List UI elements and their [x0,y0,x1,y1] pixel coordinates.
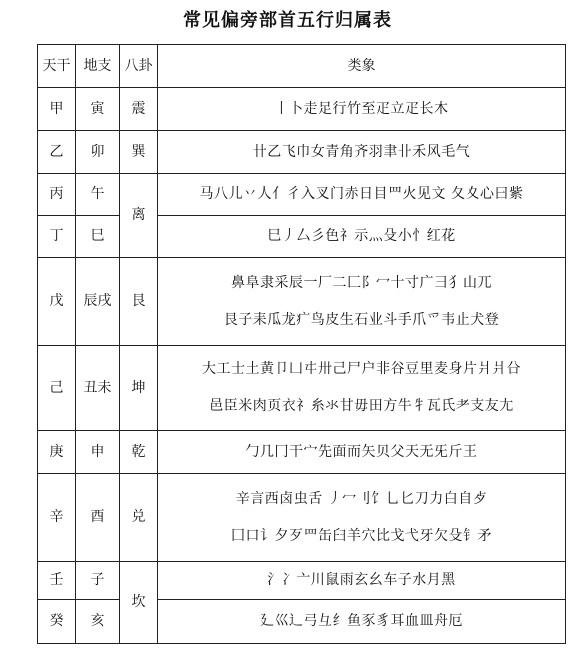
tiangan-cell: 庚 [38,431,76,474]
table-row [38,562,566,600]
radicals-cell [158,88,566,131]
radicals-line: 艮子耒瓜龙疒鸟皮生石业斗手爪爫韦止犬登 [223,311,500,328]
bagua-cell: 离 [120,174,158,258]
bagua-cell: 乾 [120,431,158,474]
dizhi-cell: 亥 [76,600,120,644]
radicals-cell [158,600,566,644]
radicals-line: 邑臣米肉页衣礻糸氺甘毋田方牛牜瓦氏耂支友尢 [209,398,514,414]
dizhi-cell: 午 [76,174,120,216]
table-row [38,174,566,216]
radicals-line: 卄乙飞巾女青角齐羽聿卝禾风毛气 [252,143,471,160]
radicals-cell [158,562,566,600]
table-row [38,346,566,431]
dizhi-cell: 巳 [76,216,120,258]
dizhi-cell: 丑未 [76,346,120,431]
radicals-cell [158,258,566,346]
radicals-cell [158,131,566,174]
header-dizhi: 地支 [76,45,120,88]
tiangan-cell: 乙 [38,131,76,174]
radicals-line: 马八儿丷人亻彳入叉门赤日目罒火见文 夂夊心曰紫 [199,186,524,203]
header-bagua: 八卦 [120,45,158,88]
page-title: 常见偏旁部首五行归属表 [183,10,392,31]
tiangan-cell: 癸 [38,600,76,644]
dizhi-cell: 寅 [76,88,120,131]
tiangan-cell: 丁 [38,216,76,258]
radicals-cell [158,474,566,562]
radicals-line: 氵冫亠川鼠雨玄幺车子水月黑 [267,572,456,589]
radicals-cell [158,431,566,474]
tiangan-cell: 辛 [38,474,76,562]
radicals-line: 丨卜走足行竹至疋立疋长木 [274,100,449,117]
dizhi-cell: 辰戌 [76,258,120,346]
tiangan-cell: 壬 [38,562,76,600]
dizhi-cell: 卯 [76,131,120,174]
table-row [38,88,566,131]
table-row [38,474,566,562]
radicals-line: 勹几冂干宀先面而矢贝父天无旡斤王 [245,443,478,460]
bagua-cell: 震 [120,88,158,131]
radicals-line: 巳丿厶彡色礻示灬殳小忄红花 [267,228,456,245]
tiangan-cell: 丙 [38,174,76,216]
radicals-line: 廴巛辶弓彑纟鱼豕豸耳血皿舟厄 [260,613,463,630]
radicals-cell [158,216,566,258]
radicals-line: 大工士土黄卩凵㐄卅己尸户非谷豆里麦身片爿爿㕣 [202,361,521,378]
table-row [38,216,566,258]
header-tiangan: 天干 [38,45,76,88]
bagua-cell: 兑 [120,474,158,562]
radicals-line: 鼻阜隶采辰一厂二匚阝冖十寸广彐犭山兀 [231,274,492,291]
table-row [38,258,566,346]
bagua-cell: 巽 [120,131,158,174]
radicals-cell [158,346,566,431]
wuxing-table [37,44,566,644]
table-header-row [38,45,566,88]
radicals-line: 囗口讠夕歹罒缶臼羊穴比戈弋牙欠殳钅矛 [231,527,492,544]
tiangan-cell: 己 [38,346,76,431]
table-row [38,431,566,474]
dizhi-cell: 子 [76,562,120,600]
table-row [38,131,566,174]
dizhi-cell: 申 [76,431,120,474]
tiangan-cell: 甲 [38,88,76,131]
radicals-line: 辛言西卤虫舌 丿冖刂饣乚匕刀力白自歺 [235,490,488,507]
header-leixiang: 类象 [158,45,566,88]
bagua-cell: 坎 [120,562,158,644]
dizhi-cell: 酉 [76,474,120,562]
radicals-cell [158,174,566,216]
tiangan-cell: 戊 [38,258,76,346]
bagua-cell: 坤 [120,346,158,431]
table-row [38,600,566,644]
bagua-cell: 艮 [120,258,158,346]
